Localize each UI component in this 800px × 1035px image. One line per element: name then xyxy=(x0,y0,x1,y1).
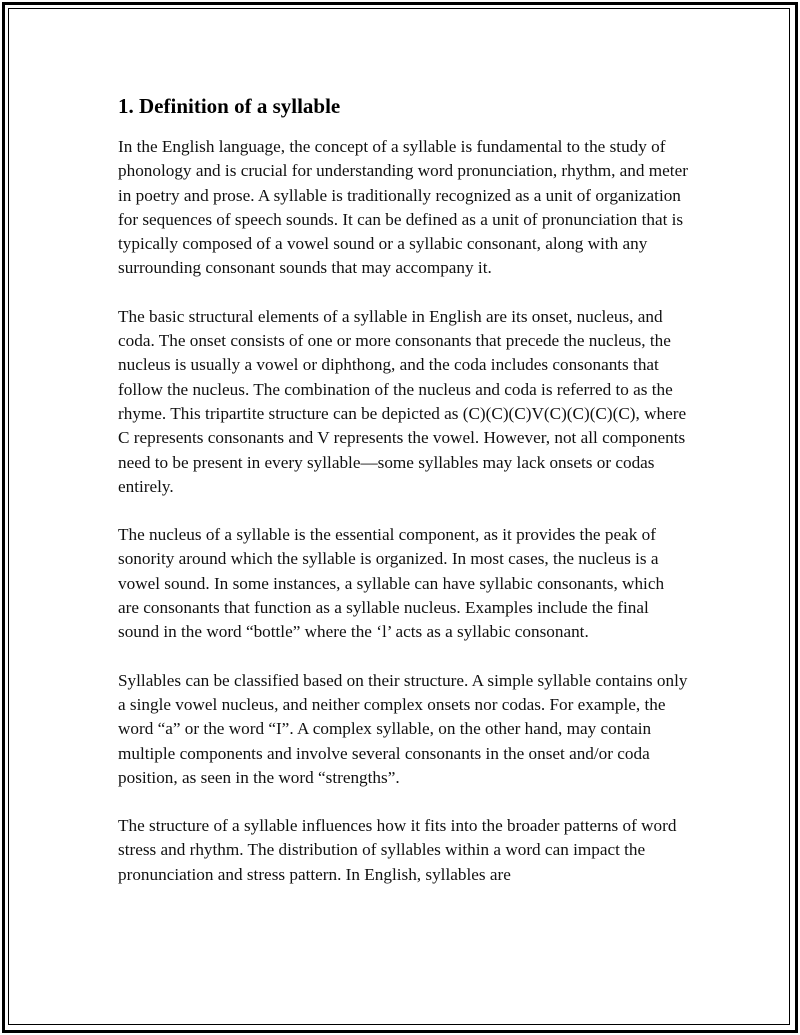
document-body xyxy=(118,92,688,911)
paragraph-syllable-concept: In the English language, the concept of a syllable is fundamental to the study of phonology and is crucial for understanding word pronunciation, rhythm, and meter in poetry and prose. A syllable is traditionally recognized as a unit of organization for sequences of speech sounds. It can be defined as a unit of pronunciation that is typically composed of a vowel sound or a syllabic consonant, along with any surrounding consonant sounds that may accompany it. xyxy=(118,137,688,278)
paragraph-classification: Syllables can be classified based on their structure. A simple syllable contains only a single vowel nucleus, and neither complex onsets nor codas. For example, the word “a” or the word “I”. A complex syllable, on the other hand, may contain multiple components and involve several consonants in the onset and/or coda position, as seen in the word “strengths”. xyxy=(118,670,688,787)
paragraph-stress-rhythm: The structure of a syllable influences how it fits into the broader patterns of word stress and rhythm. The distribution of syllables within a word can impact the pronunciation and stress pattern. In English, syllables are xyxy=(118,816,677,884)
section-heading: 1. Definition of a syllable xyxy=(118,94,341,118)
paragraph-nucleus: The nucleus of a syllable is the essential component, as it provides the peak of sonority around which the syllable is organized. In most cases, the nucleus is a vowel sound. In some instances, a syllable can have syllabic consonants, which are consonants that function as a syllable nucleus. Examples include the final sound in the word “bottle” where the ‘l’ acts as a syllabic consonant. xyxy=(118,525,665,642)
paragraph-structural-elements: The basic structural elements of a syllable in English are its onset, nucleus, and coda. The onset consists of one or more consonants that precede the nucleus, the nucleus is usually a vowel or diphthong, and the coda includes consonants that follow the nucleus. The combination of the nucleus and coda is referred to as the rhyme. This tripartite structure can be depicted as (C)(C)(C)V(C)(C)(C)(C), where C represents consonants and V represents the vowel. However, not all components need to be present in every syllable—some syllables may lack onsets or codas entirely. xyxy=(118,306,687,496)
